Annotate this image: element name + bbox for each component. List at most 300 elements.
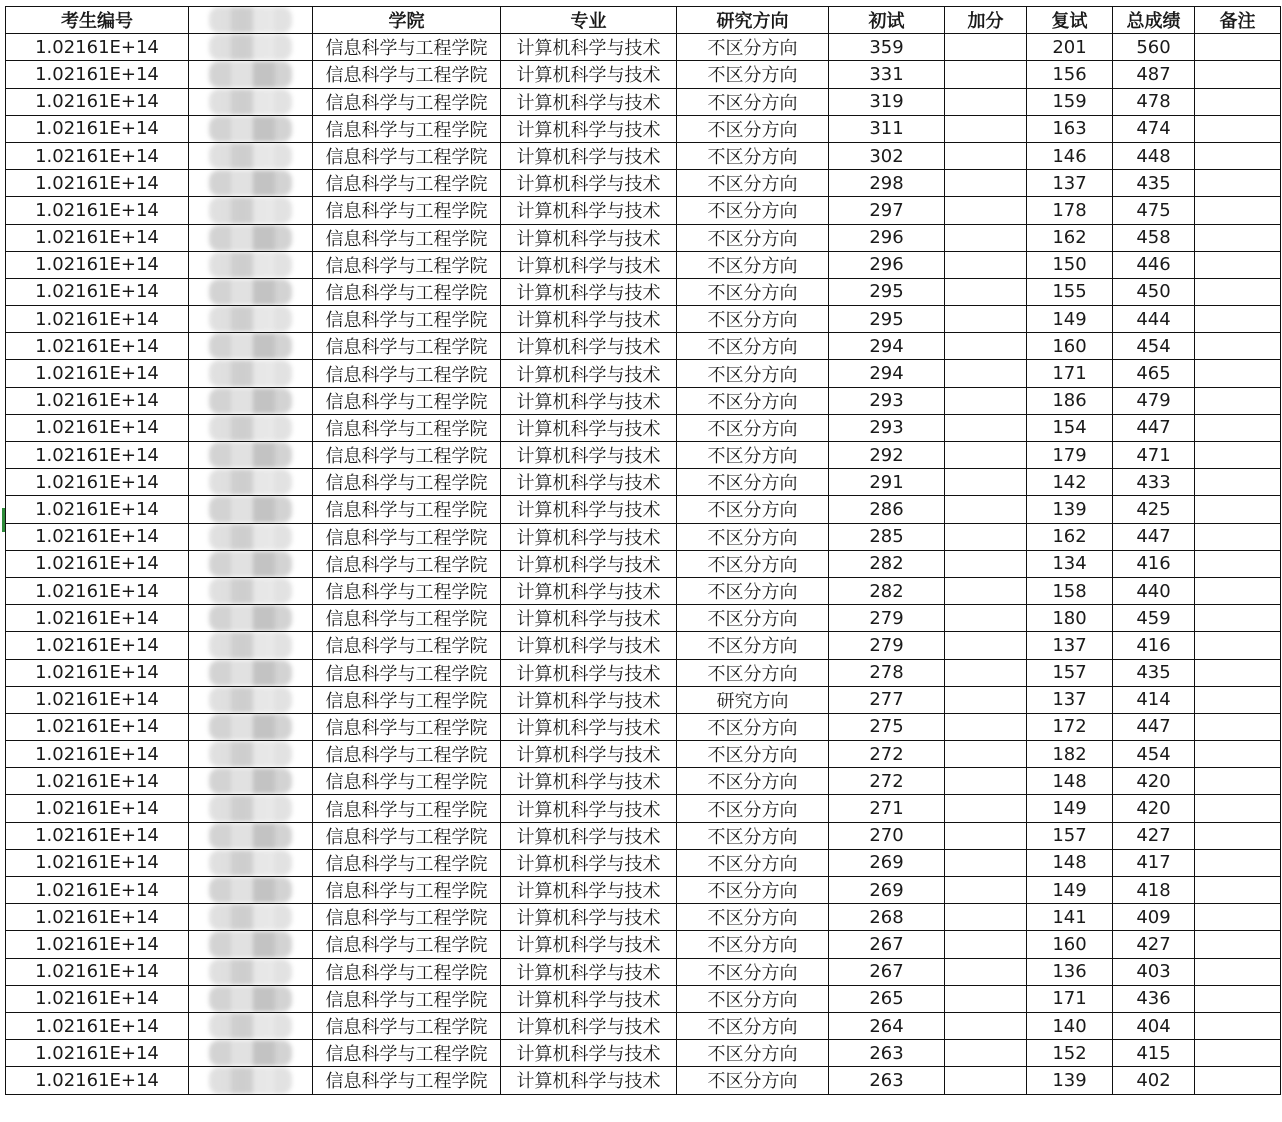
- cell-retest[interactable]: 201: [1027, 34, 1113, 61]
- cell-redacted[interactable]: [189, 958, 313, 985]
- cell-bonus[interactable]: [945, 713, 1027, 740]
- cell-total[interactable]: 479: [1113, 387, 1195, 414]
- cell-prelim[interactable]: 294: [829, 360, 945, 387]
- cell-total[interactable]: 425: [1113, 496, 1195, 523]
- cell-retest[interactable]: 148: [1027, 768, 1113, 795]
- cell-note[interactable]: [1195, 469, 1281, 496]
- cell-total[interactable]: 433: [1113, 469, 1195, 496]
- cell-prelim[interactable]: 282: [829, 577, 945, 604]
- cell-id[interactable]: 1.02161E+14: [6, 414, 189, 441]
- cell-bonus[interactable]: [945, 550, 1027, 577]
- cell-id[interactable]: 1.02161E+14: [6, 849, 189, 876]
- cell-direction[interactable]: 不区分方向: [677, 605, 829, 632]
- cell-direction[interactable]: 不区分方向: [677, 1067, 829, 1094]
- cell-major[interactable]: 计算机科学与技术: [501, 34, 677, 61]
- cell-redacted[interactable]: [189, 768, 313, 795]
- cell-major[interactable]: 计算机科学与技术: [501, 904, 677, 931]
- cell-prelim[interactable]: 267: [829, 931, 945, 958]
- cell-retest[interactable]: 160: [1027, 931, 1113, 958]
- cell-redacted[interactable]: [189, 170, 313, 197]
- cell-redacted[interactable]: [189, 414, 313, 441]
- cell-id[interactable]: 1.02161E+14: [6, 931, 189, 958]
- cell-college[interactable]: 信息科学与工程学院: [313, 632, 501, 659]
- cell-bonus[interactable]: [945, 142, 1027, 169]
- cell-note[interactable]: [1195, 822, 1281, 849]
- cell-total[interactable]: 440: [1113, 577, 1195, 604]
- cell-prelim[interactable]: 270: [829, 822, 945, 849]
- cell-retest[interactable]: 134: [1027, 550, 1113, 577]
- cell-major[interactable]: 计算机科学与技术: [501, 88, 677, 115]
- cell-note[interactable]: [1195, 170, 1281, 197]
- cell-retest[interactable]: 182: [1027, 741, 1113, 768]
- cell-major[interactable]: 计算机科学与技术: [501, 197, 677, 224]
- cell-bonus[interactable]: [945, 985, 1027, 1012]
- cell-total[interactable]: 471: [1113, 442, 1195, 469]
- cell-college[interactable]: 信息科学与工程学院: [313, 849, 501, 876]
- cell-retest[interactable]: 162: [1027, 523, 1113, 550]
- cell-direction[interactable]: 不区分方向: [677, 849, 829, 876]
- cell-note[interactable]: [1195, 605, 1281, 632]
- cell-total[interactable]: 436: [1113, 985, 1195, 1012]
- cell-retest[interactable]: 156: [1027, 61, 1113, 88]
- cell-id[interactable]: 1.02161E+14: [6, 442, 189, 469]
- cell-direction[interactable]: 不区分方向: [677, 577, 829, 604]
- cell-major[interactable]: 计算机科学与技术: [501, 849, 677, 876]
- cell-college[interactable]: 信息科学与工程学院: [313, 197, 501, 224]
- cell-redacted[interactable]: [189, 251, 313, 278]
- cell-note[interactable]: [1195, 931, 1281, 958]
- cell-college[interactable]: 信息科学与工程学院: [313, 605, 501, 632]
- cell-id[interactable]: 1.02161E+14: [6, 795, 189, 822]
- cell-prelim[interactable]: 296: [829, 224, 945, 251]
- cell-note[interactable]: [1195, 632, 1281, 659]
- cell-major[interactable]: 计算机科学与技术: [501, 795, 677, 822]
- cell-id[interactable]: 1.02161E+14: [6, 877, 189, 904]
- cell-total[interactable]: 414: [1113, 686, 1195, 713]
- cell-retest[interactable]: 137: [1027, 170, 1113, 197]
- cell-redacted[interactable]: [189, 333, 313, 360]
- cell-note[interactable]: [1195, 387, 1281, 414]
- cell-total[interactable]: 402: [1113, 1067, 1195, 1094]
- cell-college[interactable]: 信息科学与工程学院: [313, 958, 501, 985]
- cell-redacted[interactable]: [189, 1040, 313, 1067]
- cell-retest[interactable]: 160: [1027, 333, 1113, 360]
- cell-total[interactable]: 409: [1113, 904, 1195, 931]
- cell-id[interactable]: 1.02161E+14: [6, 170, 189, 197]
- cell-redacted[interactable]: [189, 142, 313, 169]
- cell-prelim[interactable]: 268: [829, 904, 945, 931]
- cell-retest[interactable]: 179: [1027, 442, 1113, 469]
- cell-bonus[interactable]: [945, 442, 1027, 469]
- cell-redacted[interactable]: [189, 550, 313, 577]
- cell-note[interactable]: [1195, 1067, 1281, 1094]
- cell-redacted[interactable]: [189, 632, 313, 659]
- cell-total[interactable]: 459: [1113, 605, 1195, 632]
- cell-total[interactable]: 474: [1113, 115, 1195, 142]
- cell-bonus[interactable]: [945, 904, 1027, 931]
- cell-prelim[interactable]: 279: [829, 632, 945, 659]
- cell-retest[interactable]: 142: [1027, 469, 1113, 496]
- cell-college[interactable]: 信息科学与工程学院: [313, 686, 501, 713]
- cell-bonus[interactable]: [945, 496, 1027, 523]
- cell-retest[interactable]: 180: [1027, 605, 1113, 632]
- cell-prelim[interactable]: 286: [829, 496, 945, 523]
- cell-bonus[interactable]: [945, 849, 1027, 876]
- cell-id[interactable]: 1.02161E+14: [6, 713, 189, 740]
- cell-major[interactable]: 计算机科学与技术: [501, 142, 677, 169]
- cell-college[interactable]: 信息科学与工程学院: [313, 61, 501, 88]
- cell-major[interactable]: 计算机科学与技术: [501, 442, 677, 469]
- cell-bonus[interactable]: [945, 224, 1027, 251]
- cell-direction[interactable]: 不区分方向: [677, 360, 829, 387]
- cell-bonus[interactable]: [945, 414, 1027, 441]
- cell-major[interactable]: 计算机科学与技术: [501, 686, 677, 713]
- cell-major[interactable]: 计算机科学与技术: [501, 659, 677, 686]
- cell-college[interactable]: 信息科学与工程学院: [313, 577, 501, 604]
- cell-redacted[interactable]: [189, 88, 313, 115]
- cell-direction[interactable]: 不区分方向: [677, 251, 829, 278]
- cell-prelim[interactable]: 285: [829, 523, 945, 550]
- cell-note[interactable]: [1195, 985, 1281, 1012]
- cell-bonus[interactable]: [945, 197, 1027, 224]
- cell-redacted[interactable]: [189, 34, 313, 61]
- cell-note[interactable]: [1195, 414, 1281, 441]
- cell-retest[interactable]: 157: [1027, 659, 1113, 686]
- cell-bonus[interactable]: [945, 577, 1027, 604]
- cell-note[interactable]: [1195, 713, 1281, 740]
- cell-major[interactable]: 计算机科学与技术: [501, 1040, 677, 1067]
- cell-prelim[interactable]: 269: [829, 849, 945, 876]
- cell-college[interactable]: 信息科学与工程学院: [313, 1040, 501, 1067]
- header-cell-college[interactable]: 学院: [313, 7, 501, 34]
- cell-bonus[interactable]: [945, 958, 1027, 985]
- cell-note[interactable]: [1195, 496, 1281, 523]
- cell-note[interactable]: [1195, 849, 1281, 876]
- cell-retest[interactable]: 163: [1027, 115, 1113, 142]
- cell-id[interactable]: 1.02161E+14: [6, 741, 189, 768]
- cell-retest[interactable]: 171: [1027, 985, 1113, 1012]
- cell-direction[interactable]: 不区分方向: [677, 306, 829, 333]
- cell-college[interactable]: 信息科学与工程学院: [313, 278, 501, 305]
- cell-direction[interactable]: 不区分方向: [677, 768, 829, 795]
- header-cell-direction[interactable]: 研究方向: [677, 7, 829, 34]
- cell-prelim[interactable]: 279: [829, 605, 945, 632]
- cell-prelim[interactable]: 291: [829, 469, 945, 496]
- cell-note[interactable]: [1195, 61, 1281, 88]
- cell-direction[interactable]: 不区分方向: [677, 197, 829, 224]
- cell-redacted[interactable]: [189, 469, 313, 496]
- cell-direction[interactable]: 不区分方向: [677, 1040, 829, 1067]
- cell-major[interactable]: 计算机科学与技术: [501, 278, 677, 305]
- cell-direction[interactable]: 不区分方向: [677, 496, 829, 523]
- cell-total[interactable]: 416: [1113, 550, 1195, 577]
- cell-redacted[interactable]: [189, 197, 313, 224]
- cell-college[interactable]: 信息科学与工程学院: [313, 469, 501, 496]
- cell-retest[interactable]: 171: [1027, 360, 1113, 387]
- cell-total[interactable]: 475: [1113, 197, 1195, 224]
- cell-redacted[interactable]: [189, 822, 313, 849]
- cell-redacted[interactable]: [189, 1067, 313, 1094]
- cell-redacted[interactable]: [189, 741, 313, 768]
- cell-total[interactable]: 403: [1113, 958, 1195, 985]
- cell-id[interactable]: 1.02161E+14: [6, 469, 189, 496]
- cell-major[interactable]: 计算机科学与技术: [501, 306, 677, 333]
- cell-total[interactable]: 454: [1113, 333, 1195, 360]
- cell-total[interactable]: 435: [1113, 170, 1195, 197]
- cell-retest[interactable]: 157: [1027, 822, 1113, 849]
- cell-redacted[interactable]: [189, 442, 313, 469]
- cell-note[interactable]: [1195, 115, 1281, 142]
- cell-direction[interactable]: 不区分方向: [677, 115, 829, 142]
- cell-major[interactable]: 计算机科学与技术: [501, 224, 677, 251]
- cell-major[interactable]: 计算机科学与技术: [501, 1012, 677, 1039]
- cell-college[interactable]: 信息科学与工程学院: [313, 985, 501, 1012]
- cell-total[interactable]: 420: [1113, 795, 1195, 822]
- cell-id[interactable]: 1.02161E+14: [6, 822, 189, 849]
- cell-direction[interactable]: 不区分方向: [677, 741, 829, 768]
- cell-direction[interactable]: 不区分方向: [677, 958, 829, 985]
- cell-prelim[interactable]: 295: [829, 278, 945, 305]
- cell-id[interactable]: 1.02161E+14: [6, 605, 189, 632]
- header-cell-note[interactable]: 备注: [1195, 7, 1281, 34]
- cell-note[interactable]: [1195, 142, 1281, 169]
- cell-major[interactable]: 计算机科学与技术: [501, 170, 677, 197]
- header-cell-id[interactable]: 考生编号: [6, 7, 189, 34]
- header-cell-bonus[interactable]: 加分: [945, 7, 1027, 34]
- cell-retest[interactable]: 141: [1027, 904, 1113, 931]
- cell-bonus[interactable]: [945, 659, 1027, 686]
- cell-redacted[interactable]: [189, 496, 313, 523]
- cell-total[interactable]: 447: [1113, 523, 1195, 550]
- cell-bonus[interactable]: [945, 822, 1027, 849]
- cell-retest[interactable]: 172: [1027, 713, 1113, 740]
- cell-id[interactable]: 1.02161E+14: [6, 958, 189, 985]
- cell-major[interactable]: 计算机科学与技术: [501, 414, 677, 441]
- cell-prelim[interactable]: 272: [829, 768, 945, 795]
- cell-total[interactable]: 416: [1113, 632, 1195, 659]
- cell-redacted[interactable]: [189, 605, 313, 632]
- cell-total[interactable]: 447: [1113, 414, 1195, 441]
- cell-prelim[interactable]: 271: [829, 795, 945, 822]
- cell-redacted[interactable]: [189, 115, 313, 142]
- cell-direction[interactable]: 不区分方向: [677, 142, 829, 169]
- cell-college[interactable]: 信息科学与工程学院: [313, 713, 501, 740]
- cell-direction[interactable]: 不区分方向: [677, 1012, 829, 1039]
- cell-retest[interactable]: 154: [1027, 414, 1113, 441]
- cell-redacted[interactable]: [189, 904, 313, 931]
- cell-college[interactable]: 信息科学与工程学院: [313, 904, 501, 931]
- cell-college[interactable]: 信息科学与工程学院: [313, 306, 501, 333]
- cell-major[interactable]: 计算机科学与技术: [501, 333, 677, 360]
- cell-redacted[interactable]: [189, 387, 313, 414]
- cell-id[interactable]: 1.02161E+14: [6, 115, 189, 142]
- cell-bonus[interactable]: [945, 469, 1027, 496]
- cell-note[interactable]: [1195, 741, 1281, 768]
- cell-prelim[interactable]: 265: [829, 985, 945, 1012]
- cell-college[interactable]: 信息科学与工程学院: [313, 877, 501, 904]
- cell-bonus[interactable]: [945, 605, 1027, 632]
- header-cell-major[interactable]: 专业: [501, 7, 677, 34]
- cell-bonus[interactable]: [945, 170, 1027, 197]
- cell-note[interactable]: [1195, 251, 1281, 278]
- cell-note[interactable]: [1195, 360, 1281, 387]
- cell-bonus[interactable]: [945, 88, 1027, 115]
- cell-major[interactable]: 计算机科学与技术: [501, 61, 677, 88]
- cell-direction[interactable]: 不区分方向: [677, 387, 829, 414]
- cell-redacted[interactable]: [189, 849, 313, 876]
- cell-retest[interactable]: 155: [1027, 278, 1113, 305]
- cell-total[interactable]: 404: [1113, 1012, 1195, 1039]
- cell-id[interactable]: 1.02161E+14: [6, 1067, 189, 1094]
- cell-college[interactable]: 信息科学与工程学院: [313, 795, 501, 822]
- cell-id[interactable]: 1.02161E+14: [6, 577, 189, 604]
- cell-direction[interactable]: 不区分方向: [677, 659, 829, 686]
- cell-id[interactable]: 1.02161E+14: [6, 224, 189, 251]
- cell-direction[interactable]: 不区分方向: [677, 877, 829, 904]
- cell-prelim[interactable]: 267: [829, 958, 945, 985]
- cell-major[interactable]: 计算机科学与技术: [501, 605, 677, 632]
- cell-major[interactable]: 计算机科学与技术: [501, 360, 677, 387]
- cell-redacted[interactable]: [189, 360, 313, 387]
- cell-major[interactable]: 计算机科学与技术: [501, 985, 677, 1012]
- cell-redacted[interactable]: [189, 61, 313, 88]
- cell-prelim[interactable]: 293: [829, 414, 945, 441]
- cell-bonus[interactable]: [945, 768, 1027, 795]
- cell-direction[interactable]: 不区分方向: [677, 713, 829, 740]
- cell-redacted[interactable]: [189, 877, 313, 904]
- cell-major[interactable]: 计算机科学与技术: [501, 387, 677, 414]
- cell-bonus[interactable]: [945, 61, 1027, 88]
- cell-prelim[interactable]: 297: [829, 197, 945, 224]
- cell-note[interactable]: [1195, 904, 1281, 931]
- header-cell-prelim[interactable]: 初试: [829, 7, 945, 34]
- cell-note[interactable]: [1195, 197, 1281, 224]
- cell-retest[interactable]: 186: [1027, 387, 1113, 414]
- cell-prelim[interactable]: 296: [829, 251, 945, 278]
- cell-college[interactable]: 信息科学与工程学院: [313, 142, 501, 169]
- cell-id[interactable]: 1.02161E+14: [6, 333, 189, 360]
- cell-redacted[interactable]: [189, 1012, 313, 1039]
- cell-redacted[interactable]: [189, 713, 313, 740]
- cell-major[interactable]: 计算机科学与技术: [501, 550, 677, 577]
- cell-bonus[interactable]: [945, 1067, 1027, 1094]
- cell-major[interactable]: 计算机科学与技术: [501, 958, 677, 985]
- cell-bonus[interactable]: [945, 1012, 1027, 1039]
- cell-bonus[interactable]: [945, 795, 1027, 822]
- cell-retest[interactable]: 140: [1027, 1012, 1113, 1039]
- header-cell-retest[interactable]: 复试: [1027, 7, 1113, 34]
- cell-total[interactable]: 458: [1113, 224, 1195, 251]
- cell-prelim[interactable]: 294: [829, 333, 945, 360]
- cell-retest[interactable]: 149: [1027, 877, 1113, 904]
- cell-bonus[interactable]: [945, 877, 1027, 904]
- cell-bonus[interactable]: [945, 360, 1027, 387]
- cell-retest[interactable]: 137: [1027, 632, 1113, 659]
- cell-redacted[interactable]: [189, 659, 313, 686]
- cell-redacted[interactable]: [189, 224, 313, 251]
- cell-bonus[interactable]: [945, 523, 1027, 550]
- cell-prelim[interactable]: 263: [829, 1040, 945, 1067]
- cell-note[interactable]: [1195, 1012, 1281, 1039]
- cell-note[interactable]: [1195, 577, 1281, 604]
- cell-retest[interactable]: 149: [1027, 795, 1113, 822]
- cell-total[interactable]: 446: [1113, 251, 1195, 278]
- cell-id[interactable]: 1.02161E+14: [6, 360, 189, 387]
- cell-id[interactable]: 1.02161E+14: [6, 1040, 189, 1067]
- cell-total[interactable]: 478: [1113, 88, 1195, 115]
- cell-redacted[interactable]: [189, 577, 313, 604]
- cell-prelim[interactable]: 359: [829, 34, 945, 61]
- cell-direction[interactable]: 不区分方向: [677, 333, 829, 360]
- cell-id[interactable]: 1.02161E+14: [6, 387, 189, 414]
- cell-retest[interactable]: 148: [1027, 849, 1113, 876]
- cell-bonus[interactable]: [945, 115, 1027, 142]
- cell-prelim[interactable]: 264: [829, 1012, 945, 1039]
- cell-direction[interactable]: 不区分方向: [677, 523, 829, 550]
- cell-id[interactable]: 1.02161E+14: [6, 686, 189, 713]
- cell-id[interactable]: 1.02161E+14: [6, 278, 189, 305]
- cell-direction[interactable]: 不区分方向: [677, 550, 829, 577]
- cell-direction[interactable]: 不区分方向: [677, 795, 829, 822]
- cell-direction[interactable]: 不区分方向: [677, 61, 829, 88]
- cell-bonus[interactable]: [945, 387, 1027, 414]
- cell-major[interactable]: 计算机科学与技术: [501, 768, 677, 795]
- cell-bonus[interactable]: [945, 1040, 1027, 1067]
- cell-total[interactable]: 487: [1113, 61, 1195, 88]
- cell-redacted[interactable]: [189, 306, 313, 333]
- cell-college[interactable]: 信息科学与工程学院: [313, 659, 501, 686]
- cell-college[interactable]: 信息科学与工程学院: [313, 1067, 501, 1094]
- cell-major[interactable]: 计算机科学与技术: [501, 496, 677, 523]
- cell-college[interactable]: 信息科学与工程学院: [313, 115, 501, 142]
- cell-direction[interactable]: 不区分方向: [677, 632, 829, 659]
- cell-note[interactable]: [1195, 1040, 1281, 1067]
- cell-note[interactable]: [1195, 333, 1281, 360]
- cell-college[interactable]: 信息科学与工程学院: [313, 224, 501, 251]
- cell-id[interactable]: 1.02161E+14: [6, 88, 189, 115]
- cell-total[interactable]: 415: [1113, 1040, 1195, 1067]
- cell-total[interactable]: 560: [1113, 34, 1195, 61]
- cell-total[interactable]: 444: [1113, 306, 1195, 333]
- cell-prelim[interactable]: 298: [829, 170, 945, 197]
- cell-direction[interactable]: 不区分方向: [677, 278, 829, 305]
- cell-note[interactable]: [1195, 224, 1281, 251]
- cell-major[interactable]: 计算机科学与技术: [501, 931, 677, 958]
- cell-note[interactable]: [1195, 442, 1281, 469]
- cell-note[interactable]: [1195, 958, 1281, 985]
- cell-total[interactable]: 417: [1113, 849, 1195, 876]
- cell-redacted[interactable]: [189, 523, 313, 550]
- cell-college[interactable]: 信息科学与工程学院: [313, 34, 501, 61]
- cell-prelim[interactable]: 278: [829, 659, 945, 686]
- cell-college[interactable]: 信息科学与工程学院: [313, 333, 501, 360]
- cell-bonus[interactable]: [945, 306, 1027, 333]
- cell-total[interactable]: 465: [1113, 360, 1195, 387]
- cell-id[interactable]: 1.02161E+14: [6, 768, 189, 795]
- cell-id[interactable]: 1.02161E+14: [6, 632, 189, 659]
- cell-bonus[interactable]: [945, 931, 1027, 958]
- cell-id[interactable]: 1.02161E+14: [6, 985, 189, 1012]
- cell-id[interactable]: 1.02161E+14: [6, 61, 189, 88]
- cell-note[interactable]: [1195, 550, 1281, 577]
- cell-note[interactable]: [1195, 768, 1281, 795]
- cell-note[interactable]: [1195, 877, 1281, 904]
- cell-retest[interactable]: 178: [1027, 197, 1113, 224]
- cell-id[interactable]: 1.02161E+14: [6, 904, 189, 931]
- cell-total[interactable]: 420: [1113, 768, 1195, 795]
- cell-college[interactable]: 信息科学与工程学院: [313, 1012, 501, 1039]
- cell-direction[interactable]: 不区分方向: [677, 34, 829, 61]
